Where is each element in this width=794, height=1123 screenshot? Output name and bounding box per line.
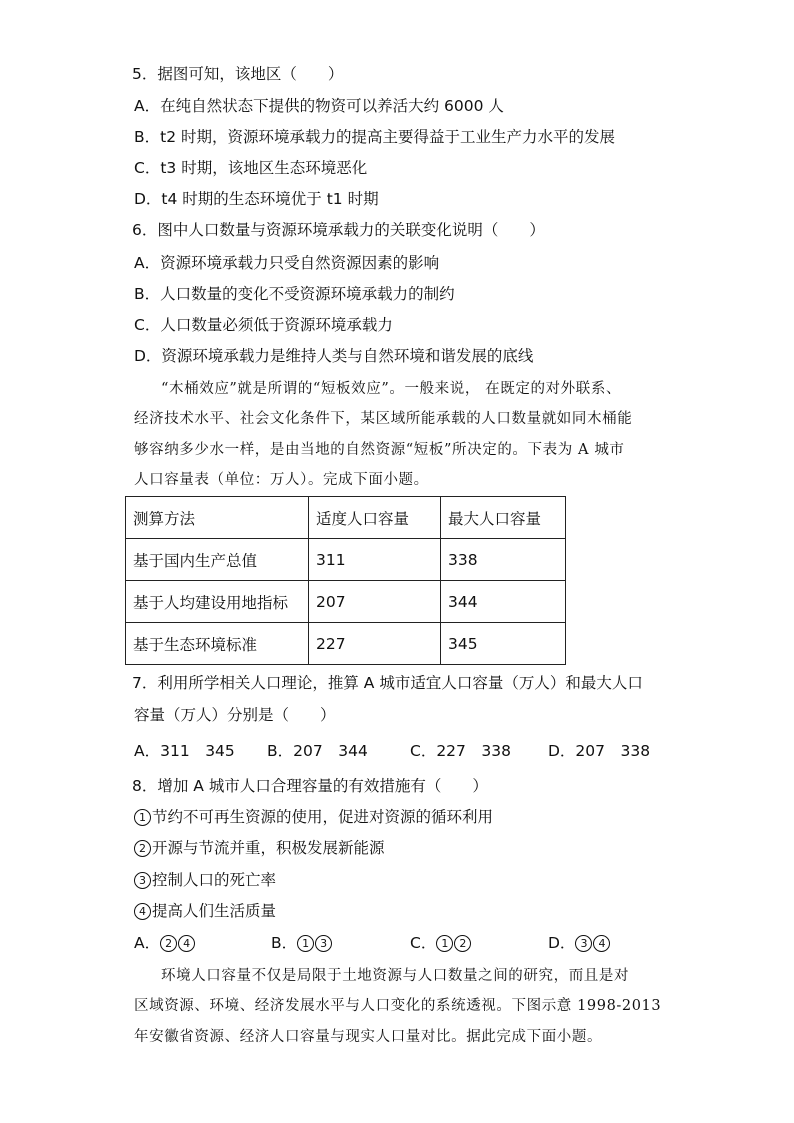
table-header-cell: 适度人口容量 bbox=[309, 497, 441, 539]
question-8-statement bbox=[134, 870, 276, 890]
question-8-option-d bbox=[548, 933, 611, 953]
question-6-option-b: B．人口数量的变化不受资源环境承载力的制约 bbox=[134, 285, 455, 303]
question-8-option-c bbox=[410, 933, 472, 953]
question-5-option-a: A．在纯自然状态下提供的物资可以养活大约 6000 人 bbox=[134, 97, 504, 115]
question-5-option-d: D．t4 时期的生态环境优于 t1 时期 bbox=[134, 190, 379, 208]
question-6-stem: 6．图中人口数量与资源环境承载力的关联变化说明（ ） bbox=[132, 221, 545, 239]
passage-1-line-1: “木桶效应”就是所谓的“短板效应”。一般来说， 在既定的对外联系、 bbox=[161, 381, 622, 397]
circled-number: 3 bbox=[315, 935, 332, 952]
question-7-option-b: B．207 344 bbox=[267, 742, 368, 760]
table-cell: 344 bbox=[441, 581, 566, 623]
circled-number: 1 bbox=[297, 935, 314, 952]
circled-number: 4 bbox=[178, 935, 195, 952]
table-header-cell: 最大人口容量 bbox=[441, 497, 566, 539]
passage-1-line-4: 人口容量表（单位：万人）。完成下面小题。 bbox=[134, 472, 429, 488]
statement-text: 控制人口的死亡率 bbox=[152, 871, 277, 889]
circled-number: 2 bbox=[160, 935, 177, 952]
statement-text: 节约不可再生资源的使用，促进对资源的循环利用 bbox=[152, 808, 494, 826]
passage-1-line-3: 够容纳多少水一样，是由当地的自然资源“短板”所决定的。下表为 A 城市 bbox=[134, 442, 625, 458]
table-row bbox=[126, 539, 566, 581]
table-row bbox=[126, 581, 566, 623]
statement-text: 提高人们生活质量 bbox=[152, 902, 277, 920]
question-7-stem-line-2: 容量（万人）分别是（ ） bbox=[134, 706, 336, 724]
table-cell: 基于生态环境标准 bbox=[126, 623, 309, 665]
question-8-option-a bbox=[134, 933, 196, 953]
circled-number: 3 bbox=[575, 935, 592, 952]
table-cell: 227 bbox=[309, 623, 441, 665]
option-letter: B． bbox=[271, 934, 298, 952]
table-cell: 基于国内生产总值 bbox=[126, 539, 309, 581]
question-8-statement bbox=[134, 901, 276, 921]
circled-number: 2 bbox=[454, 935, 471, 952]
population-capacity-table bbox=[125, 496, 566, 665]
passage-2-line-3: 年安徽省资源、经济人口容量与现实人口量对比。据此完成下面小题。 bbox=[134, 1029, 603, 1045]
question-5-option-c: C．t3 时期，该地区生态环境恶化 bbox=[134, 159, 368, 177]
passage-2-line-2: 区域资源、环境、经济发展水平与人口变化的系统透视。下图示意 1998-2013 bbox=[134, 998, 662, 1014]
question-8-option-b bbox=[271, 933, 333, 953]
table-cell: 基于人均建设用地指标 bbox=[126, 581, 309, 623]
table-row bbox=[126, 623, 566, 665]
option-letter: A． bbox=[134, 934, 161, 952]
question-7-stem-line-1: 7．利用所学相关人口理论，推算 A 城市适宜人口容量（万人）和最大人口 bbox=[132, 674, 643, 692]
option-letter: C． bbox=[410, 934, 437, 952]
circled-number: 4 bbox=[134, 903, 151, 920]
table-cell: 338 bbox=[441, 539, 566, 581]
circled-number: 1 bbox=[134, 809, 151, 826]
question-8-statement bbox=[134, 838, 385, 858]
table-cell: 345 bbox=[441, 623, 566, 665]
circled-number: 4 bbox=[593, 935, 610, 952]
question-7-option-a: A．311 345 bbox=[134, 742, 235, 760]
question-8-stem: 8．增加 A 城市人口合理容量的有效措施有（ ） bbox=[132, 777, 488, 795]
statement-text: 开源与节流并重，积极发展新能源 bbox=[152, 839, 385, 857]
table-cell: 311 bbox=[309, 539, 441, 581]
question-6-option-c: C．人口数量必须低于资源环境承载力 bbox=[134, 316, 393, 334]
question-8-statement bbox=[134, 807, 493, 827]
table-header-cell: 测算方法 bbox=[126, 497, 309, 539]
question-5-stem: 5．据图可知，该地区（ ） bbox=[132, 65, 344, 83]
option-letter: D． bbox=[548, 934, 576, 952]
circled-number: 2 bbox=[134, 840, 151, 857]
question-6-option-a: A．资源环境承载力只受自然资源因素的影响 bbox=[134, 254, 440, 272]
circled-number: 1 bbox=[436, 935, 453, 952]
table-header-row bbox=[126, 497, 566, 539]
circled-number: 3 bbox=[134, 872, 151, 889]
question-6-option-d: D．资源环境承载力是维持人类与自然环境和谐发展的底线 bbox=[134, 347, 534, 365]
question-7-option-d: D．207 338 bbox=[548, 742, 651, 760]
passage-1-line-2: 经济技术水平、社会文化条件下，某区域所能承载的人口数量就如同木桶能 bbox=[134, 411, 633, 427]
table-cell: 207 bbox=[309, 581, 441, 623]
passage-2-line-1: 环境人口容量不仅是局限于土地资源与人口数量之间的研究，而且是对 bbox=[161, 968, 630, 984]
question-7-option-c: C．227 338 bbox=[410, 742, 511, 760]
question-5-option-b: B．t2 时期，资源环境承载力的提高主要得益于工业生产力水平的发展 bbox=[134, 128, 616, 146]
